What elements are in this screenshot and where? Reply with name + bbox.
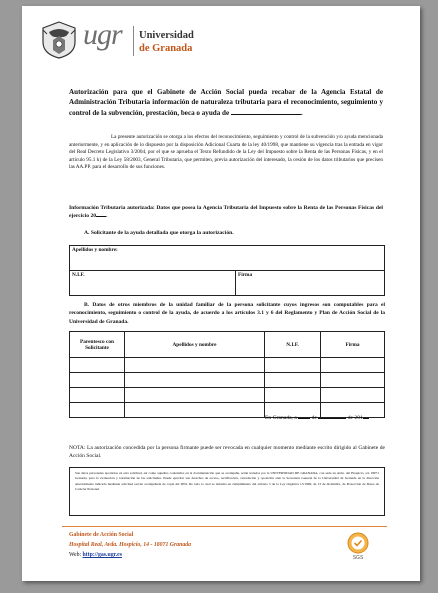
- sgs-label: SGS: [352, 555, 364, 561]
- year-blank-field[interactable]: [96, 213, 106, 217]
- logo-divider: [133, 26, 134, 56]
- date-de-1: de: [311, 415, 317, 421]
- full-name-cell[interactable]: [125, 403, 265, 418]
- footer-address: Hospital Real, Avda. Hospicio, 14 - 18071 Granada: [69, 542, 192, 548]
- title-end: .: [300, 108, 303, 117]
- tax-info-paragraph: [69, 204, 383, 220]
- month-blank-field[interactable]: [318, 415, 346, 419]
- university-name-line2: de Granada: [139, 43, 193, 54]
- relationship-cell[interactable]: [70, 388, 125, 403]
- relationship-cell[interactable]: [70, 403, 125, 418]
- applicant-nif-label: N.I.F.: [72, 272, 85, 278]
- table-row: [70, 388, 385, 403]
- university-logo: [39, 20, 239, 60]
- title-text: Autorización para que el Gabinete de Acción Social pueda recabar de la Agencia Estatal de Administración Tributaria información de naturaleza tributaria para el reconocimiento, seguimiento y control de la subvención, prestación, beca o ayuda de: [69, 88, 383, 117]
- applicant-signature-label: Firma: [238, 272, 253, 278]
- relationship-cell[interactable]: [70, 358, 125, 373]
- table-row: [70, 373, 385, 388]
- date-line: [265, 415, 369, 421]
- applicant-name-label: Apellidos y nombre:: [72, 247, 118, 253]
- signature-cell[interactable]: [321, 388, 385, 403]
- footer-office-name: Gabinete de Acción Social: [69, 532, 134, 538]
- section-b-heading: B. Datos de otros miembros de la unidad familiar de la persona solicitante cuyos ingresos son computables para el reconocimiento, seguimiento o control de la ayuda, de acuerdo a los artículos 3.1 y 6 del Reglamento y Plan de Acción Social de la Universidad de Granada.: [69, 302, 385, 325]
- nif-cell[interactable]: [265, 373, 321, 388]
- table-header-row: [70, 332, 385, 358]
- data-protection-notice: Sus datos personales aportados en esta solicitud, así como aquellos contenidos en la documentación que se acompaña, serán tratados por la UNIVERSIDAD DE GRANADA, con sede en Avda. del Hospicio, s/n 18071 Granada, para la evaluación y baremación de las solicitudes. Puede ejercitar sus derechos de acceso, rectificación, cancelación y oposición ante la Secretaría General de la Universidad de Granada en la dirección anteriormente indicada mediante solicitud escrita acompañada de copia del DNI. De todo lo cual se informa en cumplimiento del artículo 5 de la Ley Orgánica 15/1999, de 13 de diciembre, de Protección de Datos de Carácter Personal.: [69, 467, 385, 516]
- section-a-heading: A. Solicitante de la ayuda detallada que otorga la autorización.: [84, 230, 234, 236]
- footer-web-link[interactable]: http://gas.ugr.es: [82, 552, 122, 558]
- nif-cell[interactable]: [265, 388, 321, 403]
- authorization-paragraph: La presente autorización se otorga a los efectos del reconocimiento, seguimiento y control de la subvención y/o ayuda mencionada anteriormente, y en aplicación de lo dispuesto por la disposición Adicional Cuarta de la ley 40/1998, que mantiene su vigencia tras la entrada en vigor del Real Decreto Legislativo 3/2004, por el que se aprueba el Texto Refundido de la Ley del Impuesto sobre la Renta de las Personas Físicas, y en el artículo 95.1 k) de la Ley 58/2003, General Tributaria, que permiten, previa autorización del interesado, la cesión de los datos tributarios que precisen las AA.PP. para el desarrollo de sus funciones.: [69, 134, 383, 171]
- date-prefix: En Granada, a: [265, 415, 297, 421]
- title-blank-field[interactable]: [231, 109, 301, 115]
- footer-web-label: Web:: [69, 552, 82, 558]
- university-name-line1: Universidad: [139, 30, 194, 41]
- ugr-logo-text: ugr: [83, 18, 122, 51]
- full-name-cell[interactable]: [125, 373, 265, 388]
- column-header: Parentesco con Solicitante: [70, 332, 125, 358]
- day-blank-field[interactable]: [298, 415, 310, 419]
- tax-info-end: .: [106, 213, 108, 219]
- document-title: [69, 87, 383, 118]
- full-name-cell[interactable]: [125, 388, 265, 403]
- revocation-note: NOTA: La autorización concedida por la persona firmante puede ser revocada en cualquier momento mediante escrito dirigido al Gabinete de Acción Social.: [69, 445, 385, 460]
- nif-cell[interactable]: [265, 358, 321, 373]
- column-header: N.I.F.: [265, 332, 321, 358]
- document-page: [22, 6, 420, 581]
- footer-web: [69, 552, 122, 558]
- signature-cell[interactable]: [321, 373, 385, 388]
- applicant-nif-field[interactable]: [70, 271, 236, 296]
- relationship-cell[interactable]: [70, 373, 125, 388]
- footer-divider: [62, 526, 387, 527]
- university-crest-icon: [39, 20, 79, 60]
- table-row: [70, 358, 385, 373]
- year-suffix-blank-field[interactable]: [363, 415, 369, 419]
- full-name-cell[interactable]: [125, 358, 265, 373]
- sgs-certification-icon: [344, 531, 372, 561]
- family-members-table: [69, 331, 385, 418]
- applicant-signature-field[interactable]: [236, 271, 385, 296]
- date-de-2: de 201: [347, 415, 363, 421]
- tax-info-text: Información Tributaria autorizada: Datos que posea la Agencia Tributaria del Impuesto sobre la Renta de las Personas Físicas del ejercicio 20: [69, 205, 383, 219]
- applicant-table: [69, 245, 385, 296]
- signature-cell[interactable]: [321, 358, 385, 373]
- column-header: Apellidos y nombre: [125, 332, 265, 358]
- applicant-name-field[interactable]: [70, 246, 385, 271]
- column-header: Firma: [321, 332, 385, 358]
